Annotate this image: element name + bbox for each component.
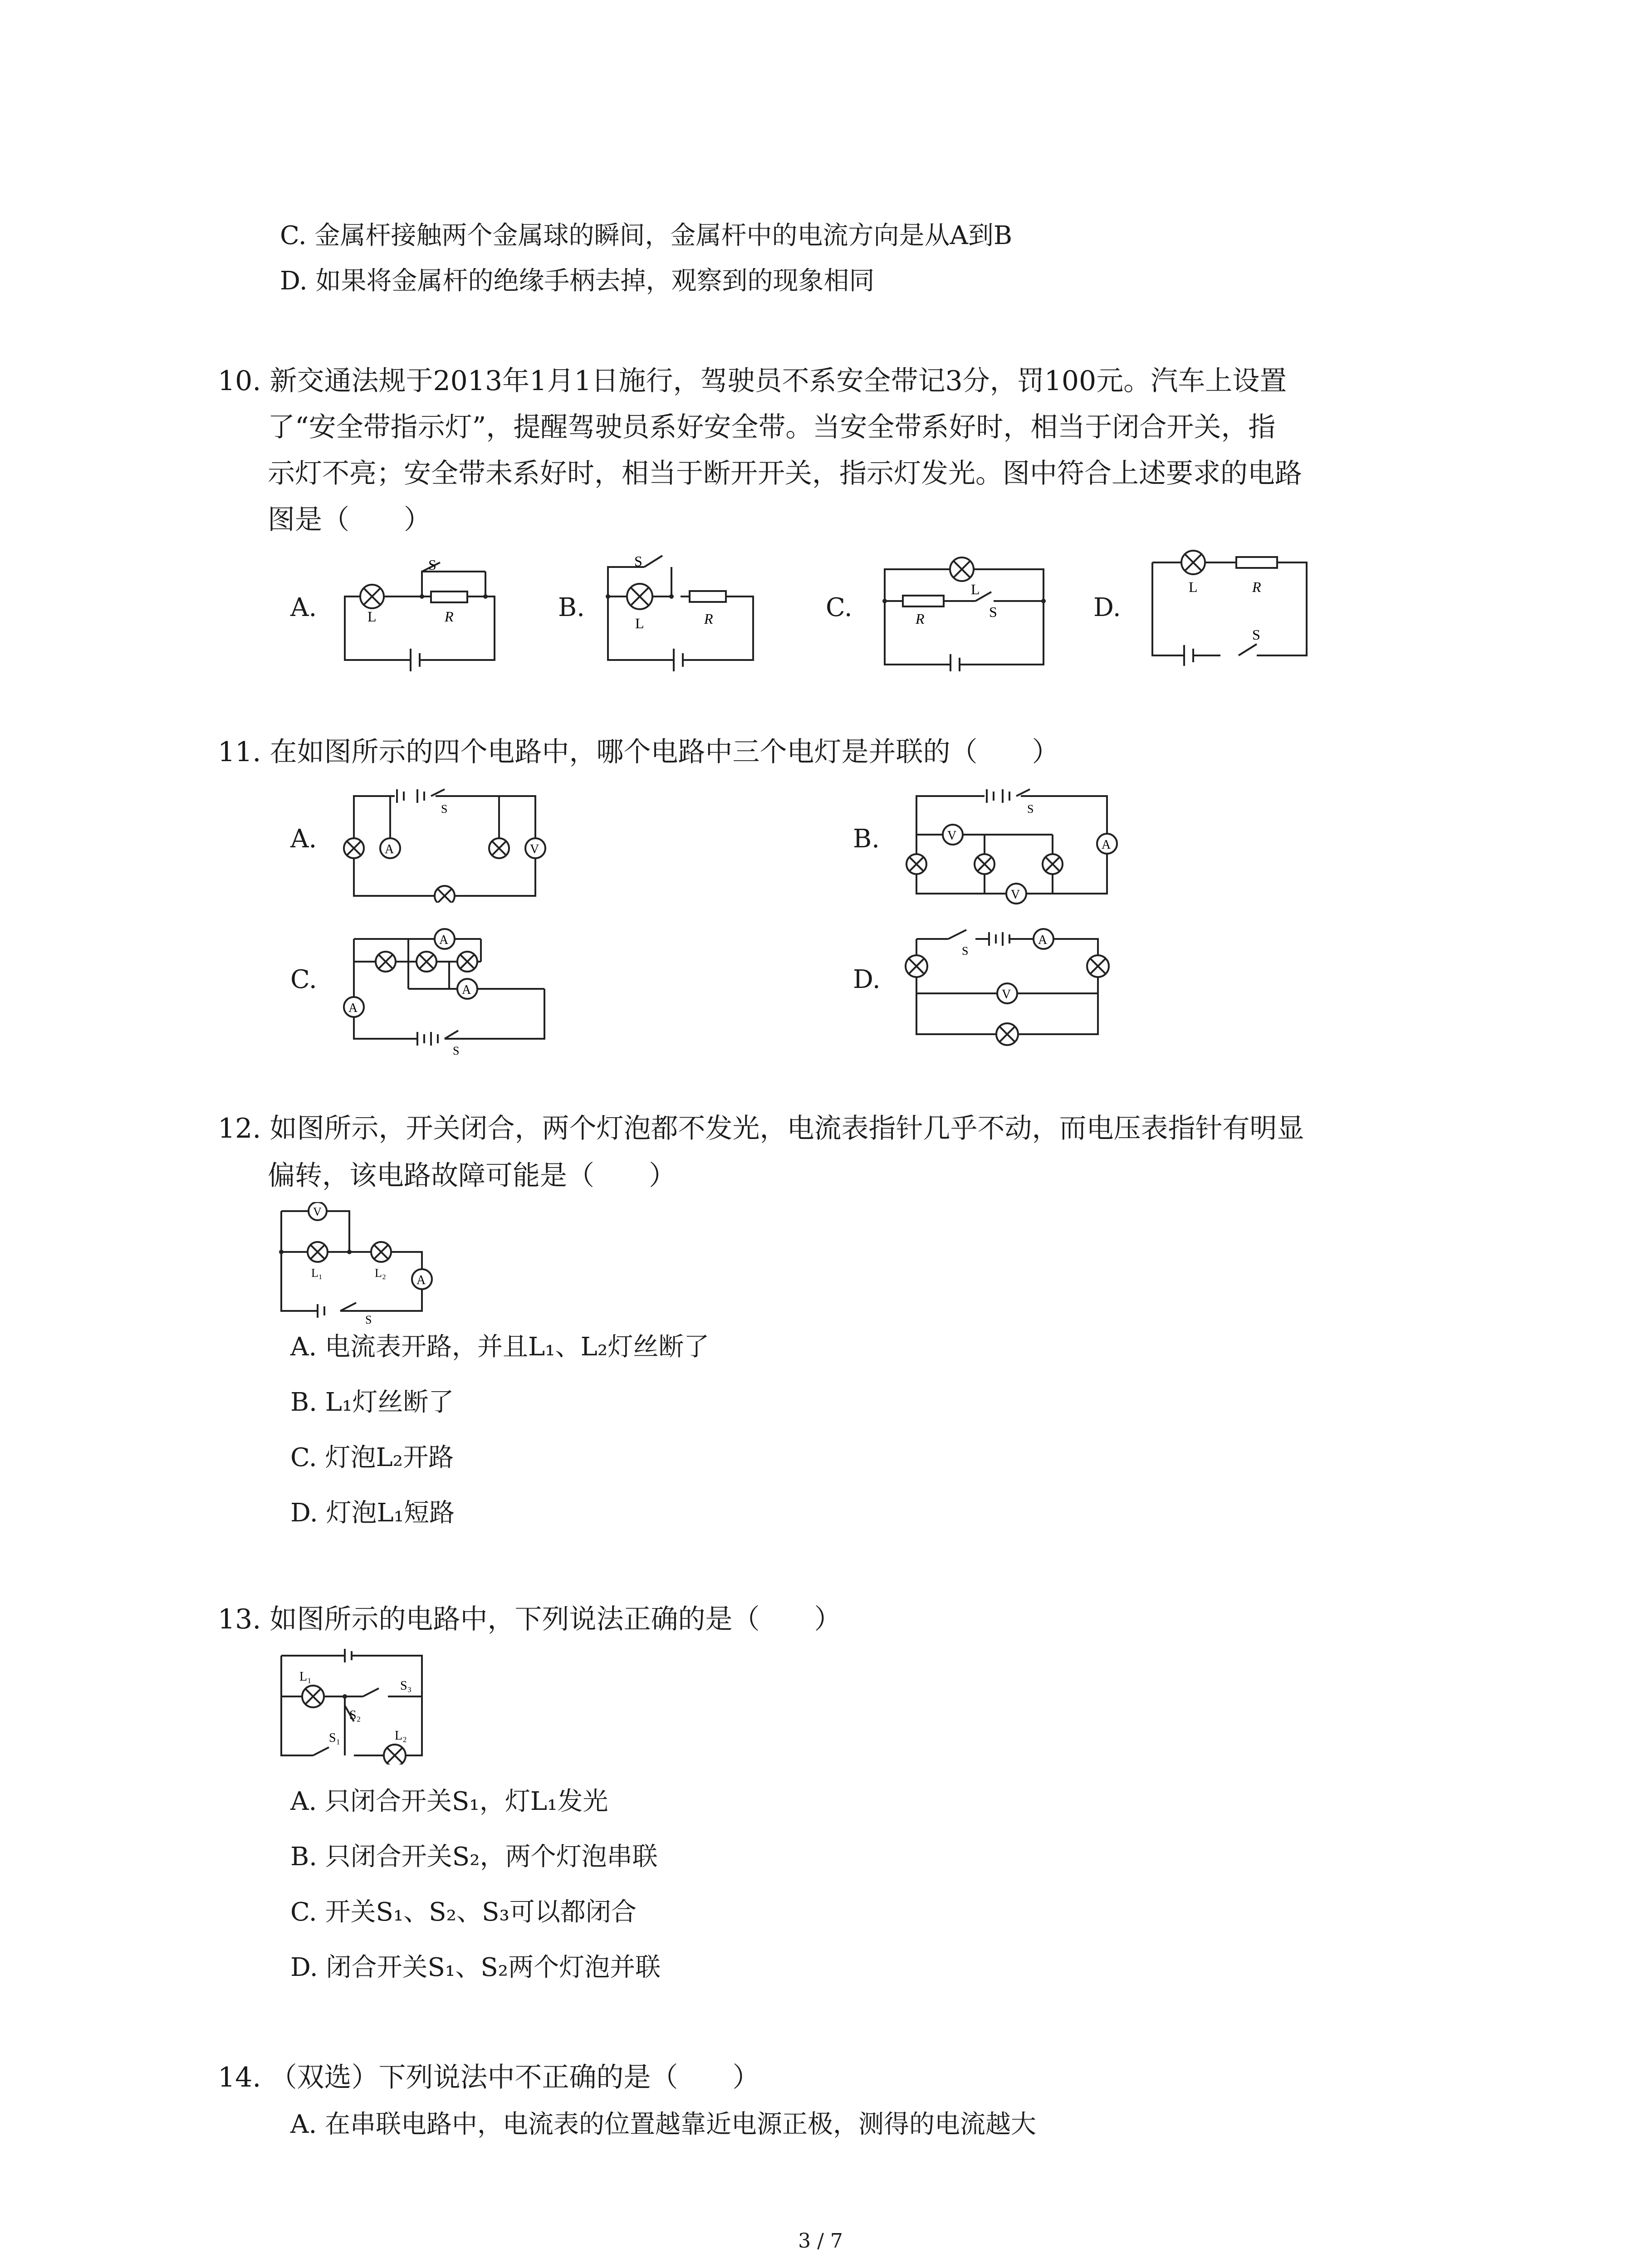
q12-circuit xyxy=(272,1202,445,1325)
q11-circuit-b xyxy=(898,780,1125,912)
q10b-resistor-label: R xyxy=(704,611,713,627)
q10-stem-line1: 10. 新交通法规于2013年1月1日施行，驾驶员不系安全带记3分，罚100元。汽车上设置 xyxy=(218,365,1287,397)
q13-s2-label: S₂ xyxy=(349,1708,361,1722)
q11-stem: 11. 在如图所示的四个电路中，哪个电路中三个电灯是并联的（ ） xyxy=(218,736,1059,768)
q11d-ammeter-label: A xyxy=(1038,933,1048,947)
q11c-ammeter2-label: A xyxy=(462,983,471,997)
q11b-ammeter-label: A xyxy=(1102,838,1111,852)
q10-circuit-a xyxy=(336,553,508,671)
q11c-switch-label: S xyxy=(453,1044,460,1057)
q12-option-a: A. 电流表开路，并且L₁、L₂灯丝断了 xyxy=(290,1332,710,1362)
q12-l2-label: L₂ xyxy=(375,1266,386,1280)
q13-stem: 13. 如图所示的电路中，下列说法正确的是（ ） xyxy=(218,1603,842,1635)
q11-circuit-c xyxy=(336,912,554,1057)
q13-option-c: C. 开关S₁、S₂、S₃可以都闭合 xyxy=(290,1897,637,1927)
q14-option-a: A. 在串联电路中，电流表的位置越靠近电源正极，测得的电流越大 xyxy=(290,2110,1037,2139)
q10-stem-line4: 图是（ ） xyxy=(268,504,431,536)
q11b-voltmeter2-label: V xyxy=(1011,888,1020,902)
q10-label-d: D. xyxy=(1093,593,1121,622)
q13-l2-label: L₂ xyxy=(395,1729,407,1743)
q10b-switch-label: S xyxy=(634,553,642,569)
q9-option-d: D. 如果将金属杆的绝缘手柄去掉，观察到的现象相同 xyxy=(280,266,875,296)
q10-label-c: C. xyxy=(826,593,852,622)
q12-l1-label: L₁ xyxy=(311,1266,323,1280)
q12-switch-label: S xyxy=(365,1313,372,1325)
q11d-voltmeter-label: V xyxy=(1002,987,1011,1002)
q11-circuit-d xyxy=(898,912,1116,1057)
q12-stem-line2: 偏转，该电路故障可能是（ ） xyxy=(268,1160,676,1192)
q11c-ammeter1-label: A xyxy=(439,933,449,947)
q11a-voltmeter-label: V xyxy=(530,842,539,856)
q10a-switch-label: S xyxy=(428,557,436,573)
q14-stem: 14. （双选）下列说法中不正确的是（ ） xyxy=(218,2062,760,2093)
q11b-switch-label: S xyxy=(1027,802,1034,816)
q13-circuit xyxy=(272,1647,445,1765)
q11c-ammeter3-label: A xyxy=(348,1001,358,1015)
q13-option-a: A. 只闭合开关S₁，灯L₁发光 xyxy=(290,1787,608,1816)
q10-stem-line2: 了“安全带指示灯”，提醒驾驶员系好安全带。当安全带系好时，相当于闭合开关，指 xyxy=(268,411,1276,443)
q11-label-b: B. xyxy=(853,824,880,854)
q12-option-b: B. L₁灯丝断了 xyxy=(290,1388,454,1417)
q11-circuit-a xyxy=(336,780,554,903)
q10-circuit-b xyxy=(599,549,771,671)
q11b-voltmeter1-label: V xyxy=(947,829,957,843)
q10d-resistor-label: R xyxy=(1252,579,1261,595)
q10b-lamp-label: L xyxy=(635,615,644,631)
q13-s3-label: S₃ xyxy=(400,1679,412,1693)
q13-option-b: B. 只闭合开关S₂，两个灯泡串联 xyxy=(290,1842,658,1872)
q9-option-c: C. 金属杆接触两个金属球的瞬间，金属杆中的电流方向是从A到B xyxy=(280,221,1013,250)
q10-label-b: B. xyxy=(558,593,585,622)
q11d-switch-label: S xyxy=(962,944,969,958)
q12-stem-line1: 12. 如图所示，开关闭合，两个灯泡都不发光，电流表指针几乎不动，而电压表指针有明显 xyxy=(218,1113,1304,1144)
q10a-lamp-label: L xyxy=(367,608,377,625)
q11-label-c: C. xyxy=(290,965,317,994)
q10-label-a: A. xyxy=(290,593,317,622)
q11a-ammeter-label: A xyxy=(385,842,394,856)
q10d-switch-label: S xyxy=(1252,626,1260,643)
q10c-lamp-label: L xyxy=(971,581,980,597)
q10a-resistor-label: R xyxy=(445,608,454,625)
q13-option-d: D. 闭合开关S₁、S₂两个灯泡并联 xyxy=(290,1953,661,1982)
q12-option-c: C. 灯泡L₂开路 xyxy=(290,1443,454,1472)
q10d-lamp-label: L xyxy=(1189,579,1198,595)
q10c-resistor-label: R xyxy=(916,611,925,627)
q11-label-d: D. xyxy=(853,965,881,994)
q12-voltmeter-label: V xyxy=(313,1205,322,1218)
q13-s1-label: S₁ xyxy=(329,1731,341,1745)
q12-ammeter-label: A xyxy=(416,1273,426,1287)
q13-l1-label: L₁ xyxy=(299,1670,312,1684)
q10-circuit-c xyxy=(876,549,1053,671)
q11-label-a: A. xyxy=(290,824,317,854)
page-number: 3 / 7 xyxy=(798,2229,843,2253)
q12-option-d: D. 灯泡L₁短路 xyxy=(290,1498,455,1528)
q10c-switch-label: S xyxy=(989,604,997,620)
q11a-switch-label: S xyxy=(441,802,448,816)
q10-circuit-d xyxy=(1143,549,1316,671)
q10-stem-line3: 示灯不亮；安全带未系好时，相当于断开开关，指示灯发光。图中符合上述要求的电路 xyxy=(268,458,1302,489)
